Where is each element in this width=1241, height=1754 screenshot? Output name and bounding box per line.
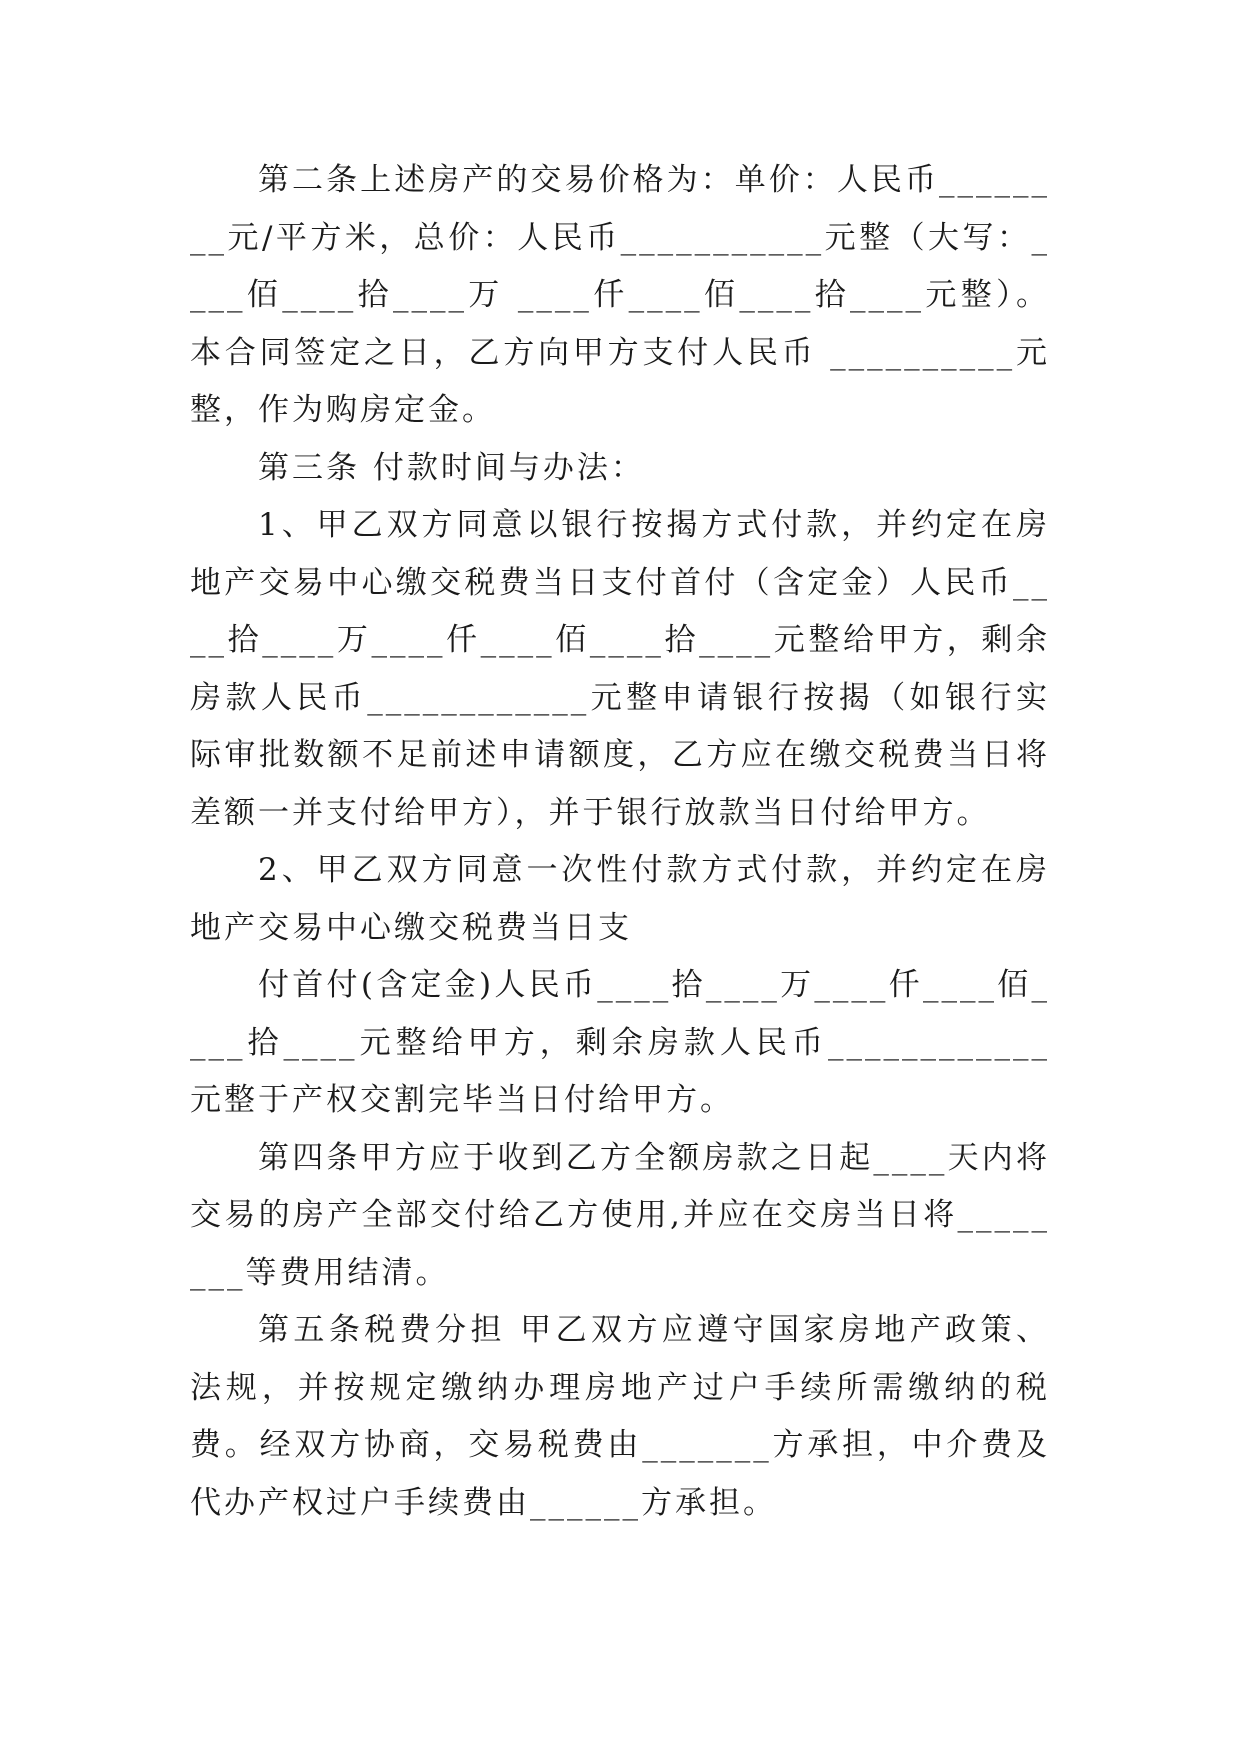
article-four-delivery-paragraph: 第四条甲方应于收到乙方全额房款之日起____天内将交易的房产全部交付给乙方使用,并应在交房当日将________等费用结清。 — [190, 1139, 1050, 1291]
article-two-price-paragraph: 第二条上述房产的交易价格为：单价：人民币________元/平方米，总价：人民币___________元整（大写：____佰____拾____万 ____仟____佰____拾____元整）。本合同签定之日，乙方向甲方支付人民币 __________元整，作为购房定金。 — [190, 162, 1050, 428]
article-three-heading: 第三条 付款时间与办法： — [258, 449, 645, 486]
payment-option-lump-sum-paragraph: 2、甲乙双方同意一次性付款方式付款，并约定在房地产交易中心缴交税费当日支 — [190, 852, 1050, 946]
contract-body — [190, 152, 1050, 1532]
payment-option-mortgage-paragraph: 1、甲乙双方同意以银行按揭方式付款，并约定在房地产交易中心缴交税费当日支付首付（含定金）人民币____拾____万____仟____佰____拾____元整给甲方，剩余房款人民币____________元整申请银行按揭（如银行实际审批数额不足前述申请额度，乙方应在缴交税费当日将差额一并支付给甲方），并于银行放款当日付给甲方。 — [190, 507, 1050, 831]
lump-sum-continuation-paragraph: 付首付(含定金)人民币____拾____万____仟____佰____拾____元整给甲方，剩余房款人民币____________元整于产权交割完毕当日付给甲方。 — [190, 967, 1050, 1118]
article-five-tax-paragraph: 第五条税费分担 甲乙双方应遵守国家房地产政策、法规，并按规定缴纳办理房地产过户手续所需缴纳的税费。经双方协商，交易税费由_______方承担，中介费及代办产权过户手续费由______方承担。 — [190, 1312, 1050, 1521]
